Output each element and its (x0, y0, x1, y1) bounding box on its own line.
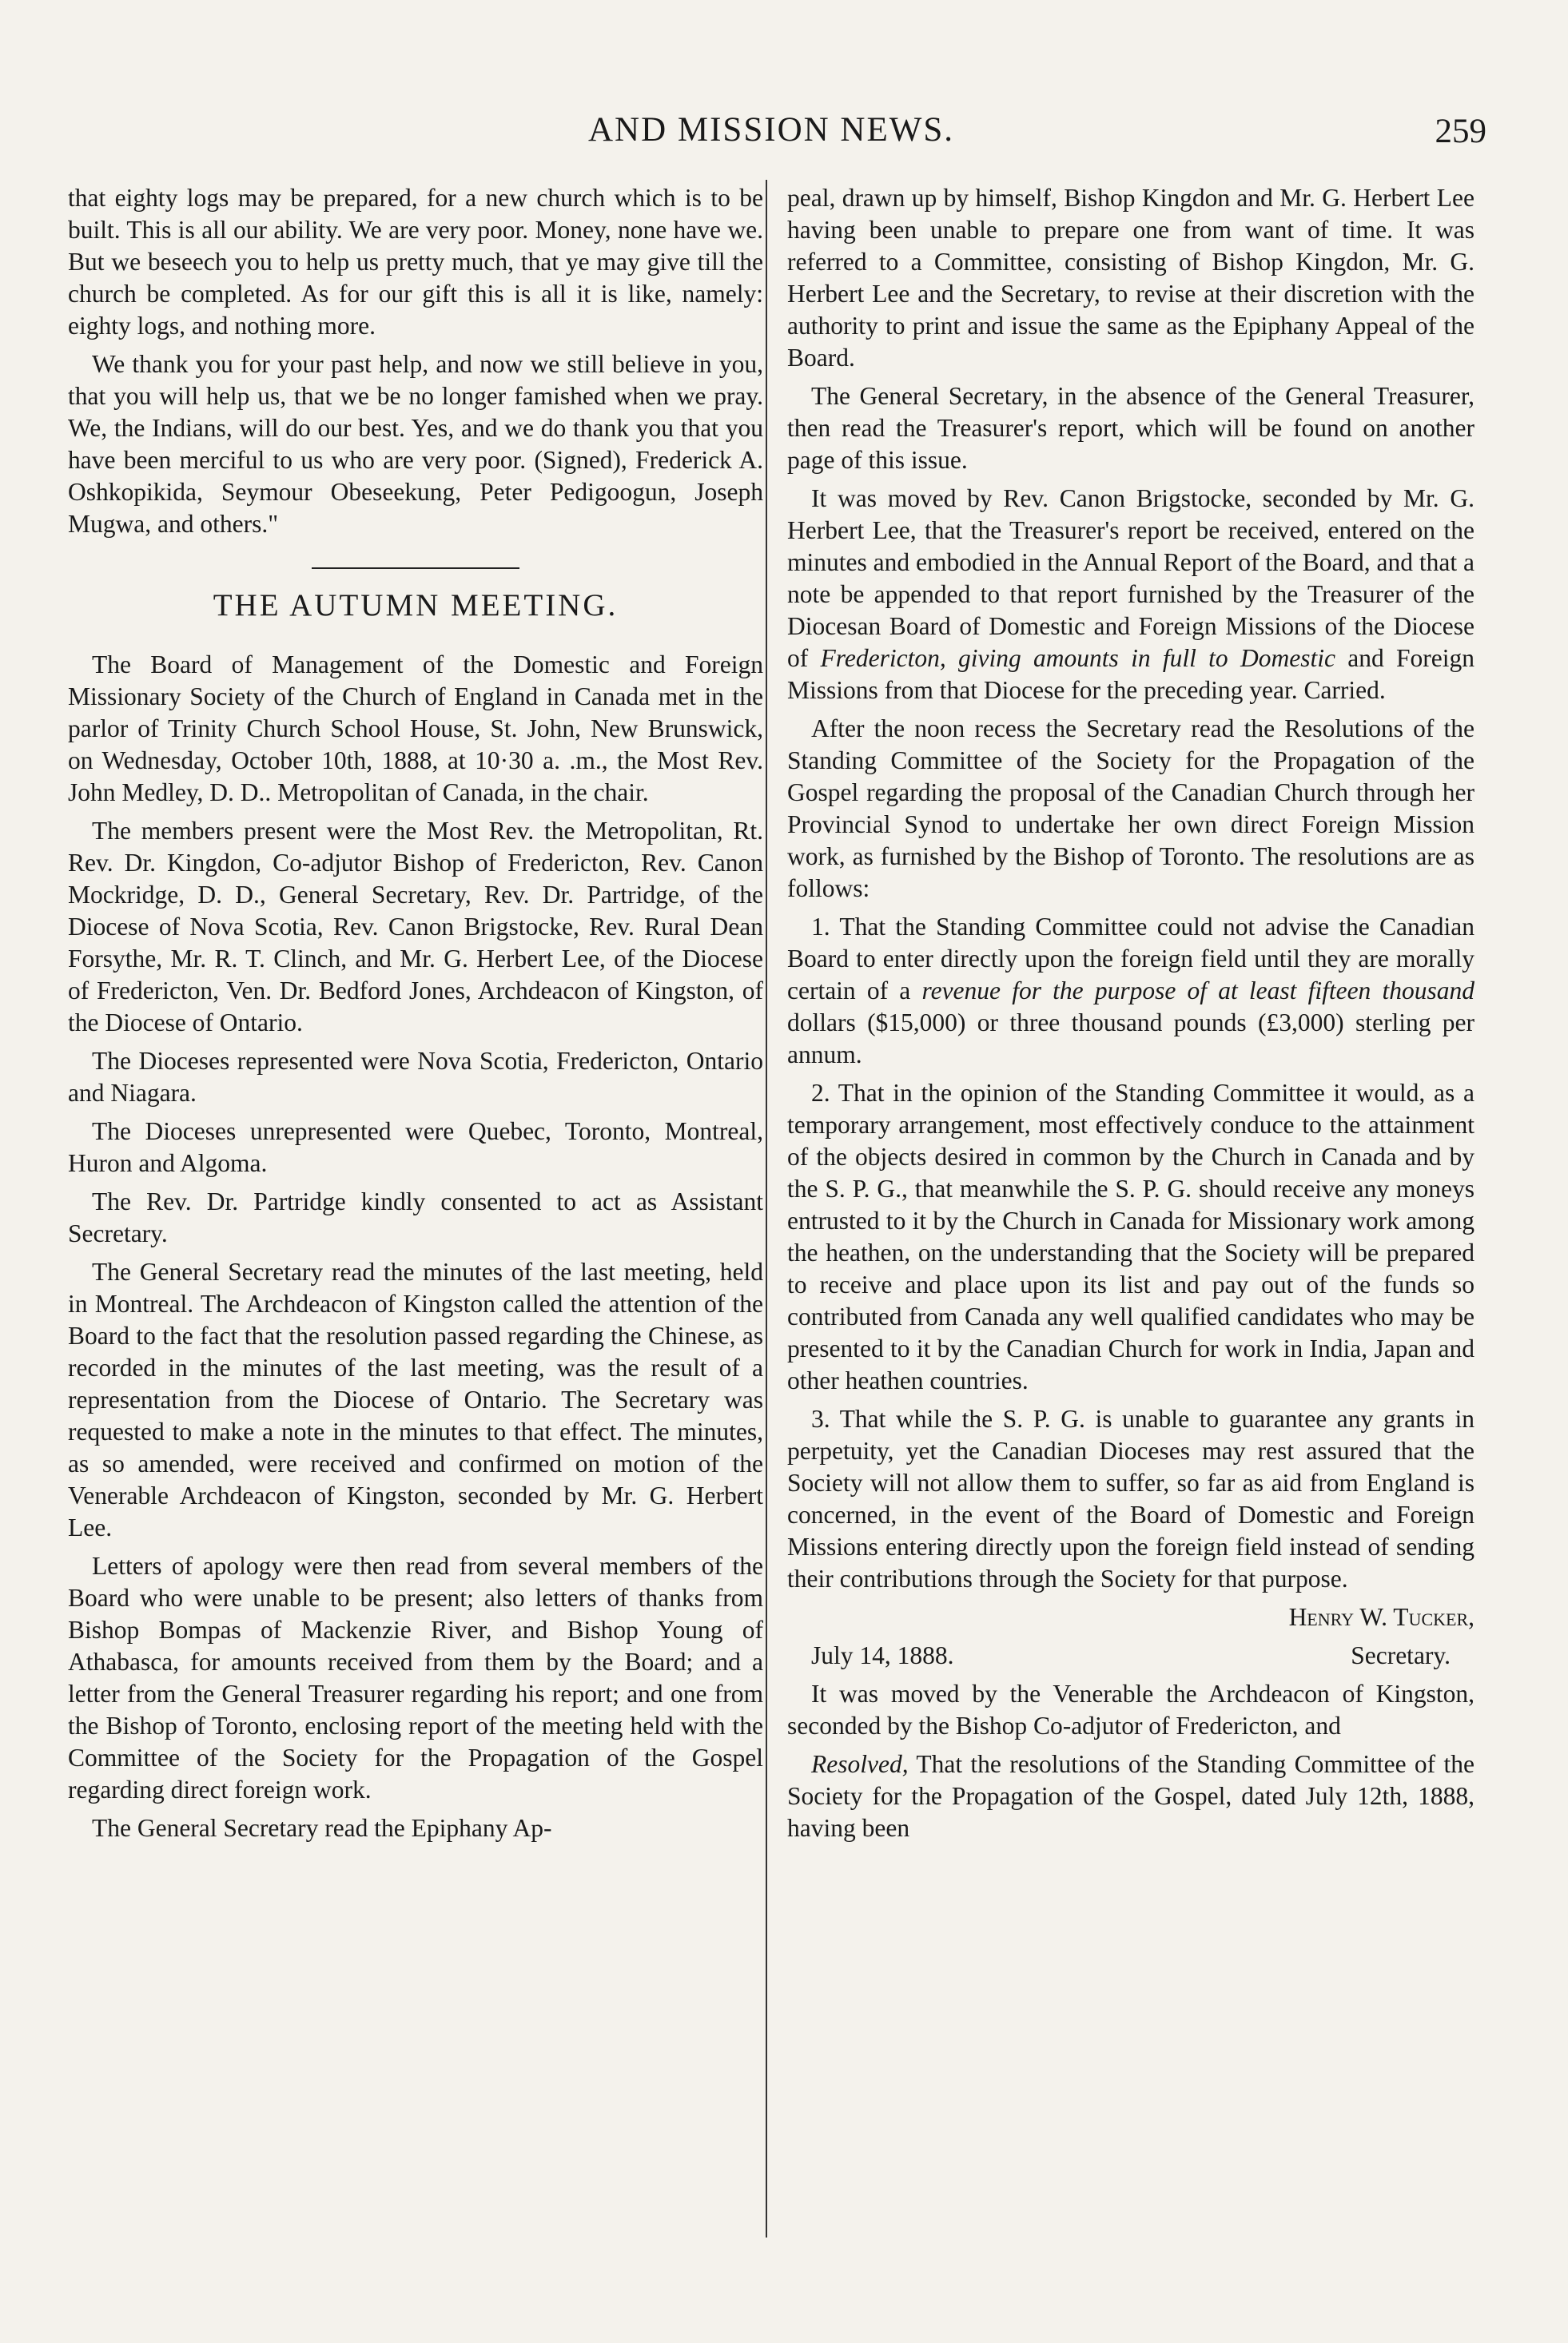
signature-line (787, 1640, 1474, 1672)
text-run: It was moved by Rev. Canon Brigstocke, seconded by Mr. G. Herbert Lee, that the Treasurer's report be received, entered on the minutes and embodied in the Annual Report of the Board, and that a note be appended to that report furnished by the Treasurer of the Diocesan Board of Domestic and Foreign Missions of the Diocese of (787, 484, 1474, 672)
text-run: 1. That the Standing Committee could not advise the Canadian Board to enter directly upon the foreign field until they are morally certain of a (787, 913, 1474, 1004)
signature-date: July 14, 1888. (811, 1641, 954, 1669)
body-paragraph: The General Secretary read the minutes of the last meeting, held in Montreal. The Archdeacon of Kingston called the attention of the Board to the fact that the resolution passed regarding the Chinese, as recorded in the minutes of the last meeting, was the result of a representation from the Diocese of Ontario. The Secretary was requested to make a note in the minutes to that effect. The minutes, as so amended, were received and confirmed on motion of the Venerable Archdeacon of Kingston, seconded by Mr. G. Herbert Lee. (68, 1258, 763, 1541)
signature-name: Henry W. Tucker, (1288, 1603, 1474, 1631)
running-head (56, 110, 1486, 158)
page-number: 259 (1435, 113, 1486, 150)
text-run: dollars ($15,000) or three thousand pounds (£3,000) sterling per annum. (787, 1008, 1474, 1068)
running-title: AND MISSION NEWS. (587, 111, 955, 149)
body-paragraph: It was moved by the Venerable the Archdeacon of Kingston, seconded by the Bishop Co-adjutor of Fredericton, and (787, 1680, 1474, 1740)
right-column (787, 182, 1474, 1851)
body-paragraph (787, 483, 1474, 706)
italic-text-run: Resolved, (811, 1750, 909, 1778)
text-run: That the resolutions of the Standing Committee of the Society for the Propagation of the Gospel, dated July 12th, 1888, having been (787, 1750, 1474, 1842)
resolution-item: 2. That in the opinion of the Standing Committee it would, as a temporary arrangement, most effectively conduce to the attainment of the objects desired in common by the Church in Canada and by the S. P. G., that meanwhile the S. P. G. should receive any moneys entrusted to it by the Church in Canada for Missionary work among the heathen, on the understanding that the Society will be prepared to receive and place upon its list and pay out of the funds so contributed from Canada any well qualified candidates who may be presented to it by the Canadian Church for work in India, Japan and other heathen countries. (787, 1079, 1474, 1394)
italic-text-run: Fredericton, giving amounts in full to Domestic (820, 644, 1335, 672)
body-paragraph: The General Secretary, in the absence of the General Treasurer, then read the Treasurer's report, which will be found on another page of this issue. (787, 382, 1474, 474)
letter-paragraph: We thank you for your past help, and now we still believe in you, that you will help us, that we be no longer famished when we pray. We, the Indians, will do our best. Yes, and we do thank you that you have been merciful to us who are very poor. (Signed), Frederick A. Oshkopikida, Seymour Obeseekung, Peter Pedigoogun, Joseph Mugwa, and others." (68, 350, 763, 538)
resolution-item (787, 911, 1474, 1071)
text-run: and Foreign Missions from that Diocese for the preceding year. Carried. (787, 644, 1474, 704)
section-heading: THE AUTUMN MEETING. (213, 588, 619, 623)
letter-paragraph: that eighty logs may be prepared, for a new church which is to be built. This is all our ability. We are very poor. Money, none have we. But we beseech you to help us pretty much, that ye may give till the church be completed. As for our gift this is all it is like, namely: eighty logs, and nothing more. (68, 184, 763, 340)
body-paragraph: The members present were the Most Rev. the Metropolitan, Rt. Rev. Dr. Kingdon, Co-adjutor Bishop of Fredericton, Rev. Canon Mockridge, D. D., General Secretary, Rev. Dr. Partridge, of the Diocese of Nova Scotia, Rev. Canon Brigstocke, Rev. Rural Dean Forsythe, Mr. R. T. Clinch, and Mr. G. Herbert Lee, of the Diocese of Fredericton, Ven. Dr. Bedford Jones, Archdeacon of Kingston, of the Diocese of Ontario. (68, 817, 763, 1036)
body-paragraph: The Rev. Dr. Partridge kindly consented to act as Assistant Secretary. (68, 1187, 763, 1247)
column-divider (766, 180, 767, 2238)
section-divider (312, 567, 519, 569)
body-paragraph: The Dioceses represented were Nova Scotia, Fredericton, Ontario and Niagara. (68, 1047, 763, 1107)
body-paragraph: peal, drawn up by himself, Bishop Kingdon and Mr. G. Herbert Lee having been unable to prepare one from want of time. It was referred to a Committee, consisting of Bishop Kingdon, Mr. G. Herbert Lee and the Secretary, to revise at their discretion with the authority to print and issue the same as the Epiphany Appeal of the Board. (787, 184, 1474, 372)
body-paragraph: After the noon recess the Secretary read the Resolutions of the Standing Committee of the Society for the Propagation of the Gospel regarding the proposal of the Canadian Church through her Provincial Synod to undertake her own direct Foreign Mission work, as furnished by the Bishop of Toronto. The resolutions are as follows: (787, 714, 1474, 902)
italic-text-run: revenue for the purpose of at least fifteen thousand (921, 977, 1475, 1004)
body-paragraph: Letters of apology were then read from several members of the Board who were unable to be present; also letters of thanks from Bishop Bompas of Mackenzie River, and Bishop Young of Athabasca, for amounts received from them by the Board; and a letter from the General Treasurer regarding his report; and one from the Bishop of Toronto, enclosing report of the meeting held with the Committee of the Society for the Propagation of the Gospel regarding direct foreign work. (68, 1552, 763, 1804)
body-paragraph: The Board of Management of the Domestic and Foreign Missionary Society of the Church of England in Canada met in the parlor of Trinity Church School House, St. John, New Brunswick, on Wednesday, October 10th, 1888, at 10·30 a. .m., the Most Rev. John Medley, D. D.. Metropolitan of Canada, in the chair. (68, 650, 763, 806)
resolution-item: 3. That while the S. P. G. is unable to guarantee any grants in perpetuity, yet the Canadian Dioceses may rest assured that the Society will not allow them to suffer, so far as aid from England is concerned, in the event of the Board of Domestic and Foreign Missions entering directly upon the foreign field instead of sending their contributions through the Society for that purpose. (787, 1405, 1474, 1593)
body-paragraph: The Dioceses unrepresented were Quebec, Toronto, Montreal, Huron and Algoma. (68, 1117, 763, 1177)
signature-title: Secretary. (1351, 1641, 1451, 1669)
body-paragraph: The General Secretary read the Epiphany Ap- (92, 1814, 552, 1842)
body-paragraph (787, 1748, 1474, 1844)
left-column (68, 182, 763, 1851)
